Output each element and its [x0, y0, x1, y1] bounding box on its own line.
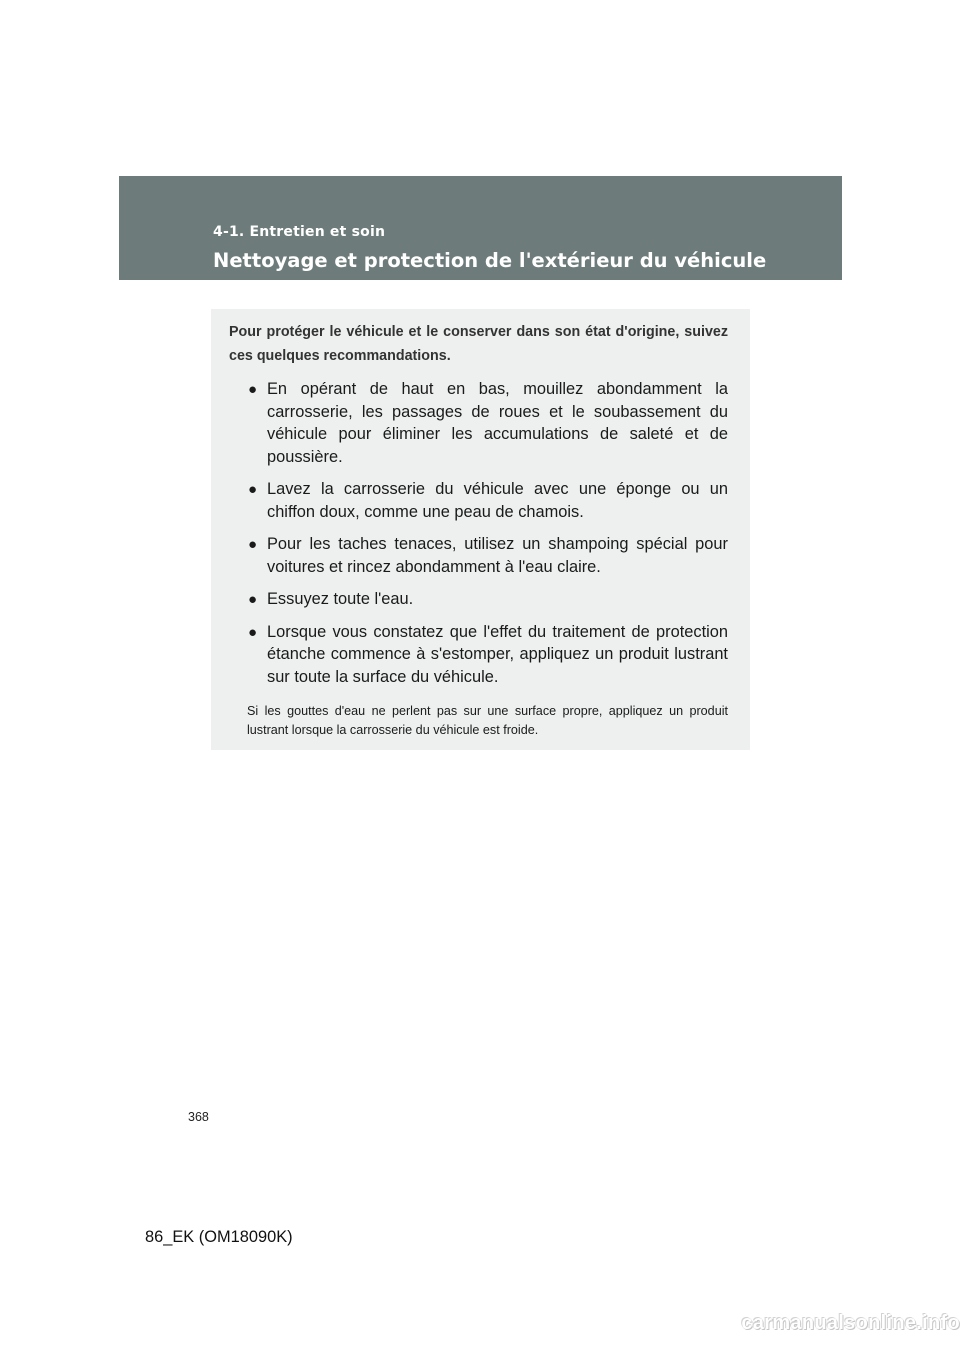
list-item-text: Pour les taches tenaces, utilisez un shampoing spécial pour voitures et rincez abondamment à l'eau claire. — [267, 535, 728, 576]
content-box — [211, 309, 750, 750]
list-item — [229, 588, 728, 611]
note-text: Si les gouttes d'eau ne perlent pas sur une surface propre, appliquez un produit lustrant lorsque la carrosserie du véhicule est froide. — [247, 704, 728, 737]
document-code: 86_EK (OM18090K) — [145, 1228, 293, 1246]
page-title: Nettoyage et protection de l'extérieur du véhicule — [213, 249, 767, 272]
list-item-text: En opérant de haut en bas, mouillez abondamment la carrosserie, les passages de roues et le soubassement du véhicule pour éliminer les accumulations de saleté et de poussière. — [267, 380, 728, 466]
bullet-icon: ● — [248, 481, 258, 498]
section-label: 4-1. Entretien et soin — [213, 224, 386, 240]
page-number: 368 — [188, 1110, 209, 1124]
bullet-icon: ● — [248, 536, 258, 553]
intro-text: Pour protéger le véhicule et le conserver dans son état d'origine, suivez ces quelques recommandations. — [229, 324, 728, 364]
bullet-icon: ● — [248, 381, 258, 398]
list-item — [229, 378, 728, 468]
header-band — [119, 176, 842, 280]
list-item-text: Essuyez toute l'eau. — [267, 590, 414, 608]
list-item — [229, 478, 728, 523]
bullet-icon: ● — [248, 623, 258, 641]
list-item — [229, 621, 728, 689]
list-item — [229, 533, 728, 578]
watermark: carmanualsonline.info — [741, 1312, 960, 1334]
list-item-text: Lavez la carrosserie du véhicule avec une éponge ou un chiffon doux, comme une peau de chamois. — [267, 480, 728, 521]
bullet-icon: ● — [248, 591, 258, 608]
recommendation-list — [229, 378, 728, 688]
list-item-text: Lorsque vous constatez que l'effet du traitement de protection étanche commence à s'estomper, appliquez un produit lustrant sur toute la surface du véhicule. — [267, 622, 728, 686]
